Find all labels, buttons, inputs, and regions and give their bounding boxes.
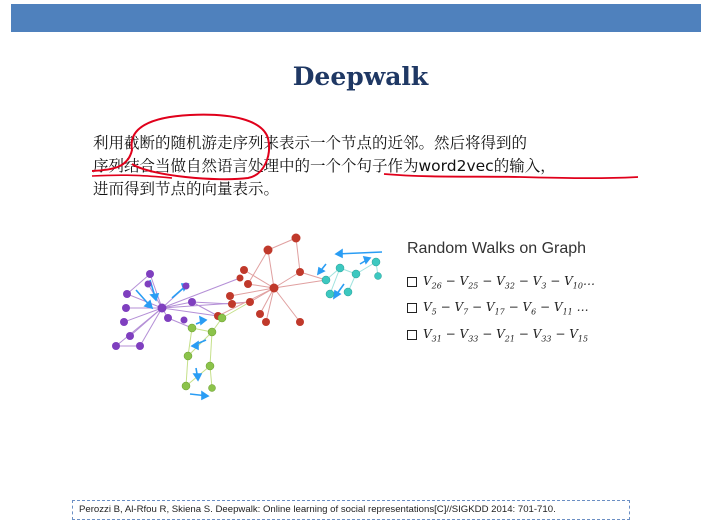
walk-node: $V_{25}$	[459, 273, 479, 291]
random-walk-graph	[100, 228, 390, 403]
walk-expression	[423, 300, 589, 316]
walk-node: $V_{11}$	[553, 299, 573, 317]
walk-node: $V_{26}$	[423, 273, 442, 291]
header-bar	[11, 4, 701, 32]
checkbox-icon	[407, 277, 417, 287]
checkbox-icon	[407, 330, 417, 340]
walk-sequence-2	[407, 298, 589, 318]
walk-node: $V_{17}$	[485, 299, 505, 317]
slide-title: Deepwalk	[292, 62, 429, 91]
walk-node: $V_{32}$	[496, 273, 515, 291]
body-line: 利用截断的随机游走序列来表示一个节点的近邻。然后将得到的	[93, 134, 528, 152]
walk-node: $V_5$	[423, 299, 437, 317]
walk-suffix: …	[572, 299, 589, 314]
walk-node: $V_{33}$	[532, 326, 552, 344]
walk-expression	[423, 327, 588, 343]
walk-node: $V_{15}$	[569, 326, 589, 344]
walk-expression	[423, 274, 595, 290]
body-line: 序列结合当做自然语言处理中的一个个句子作为word2vec的输入，	[93, 157, 556, 175]
body-line: 进而得到节点的向量表示。	[93, 180, 280, 198]
minus-sign: −	[478, 326, 497, 341]
walk-suffix: …	[582, 273, 595, 288]
minus-sign: −	[468, 299, 486, 314]
minus-sign: −	[546, 273, 565, 288]
minus-sign: −	[441, 326, 460, 341]
walk-node: $V_{31}$	[423, 326, 442, 344]
citation-box: Perozzi B, Al-Rfou R, Skiena S. Deepwalk: Online learning of social representations[C]//SIGKDD 2014: 701-710.	[72, 500, 630, 520]
figure-title: Random Walks on Graph	[407, 240, 587, 257]
walk-node: $V_3$	[532, 273, 547, 291]
walk-node: $V_{21}$	[496, 326, 515, 344]
minus-sign: −	[536, 299, 554, 314]
minus-sign: −	[441, 273, 460, 288]
walk-node: $V_{10}$	[564, 273, 583, 291]
walk-node: $V_6$	[522, 299, 537, 317]
minus-sign: −	[436, 299, 455, 314]
minus-sign: −	[504, 299, 523, 314]
minus-sign: −	[514, 326, 533, 341]
minus-sign: −	[551, 326, 570, 341]
walk-arrows	[136, 250, 382, 399]
minus-sign: −	[514, 273, 533, 288]
minus-sign: −	[478, 273, 497, 288]
walk-node: $V_{33}$	[459, 326, 479, 344]
walk-sequence-3	[407, 325, 588, 345]
walk-node: $V_7$	[454, 299, 469, 317]
slide-body	[93, 132, 653, 201]
checkbox-icon	[407, 303, 417, 313]
walk-sequence-1	[407, 272, 595, 292]
graph-edges	[116, 238, 378, 388]
